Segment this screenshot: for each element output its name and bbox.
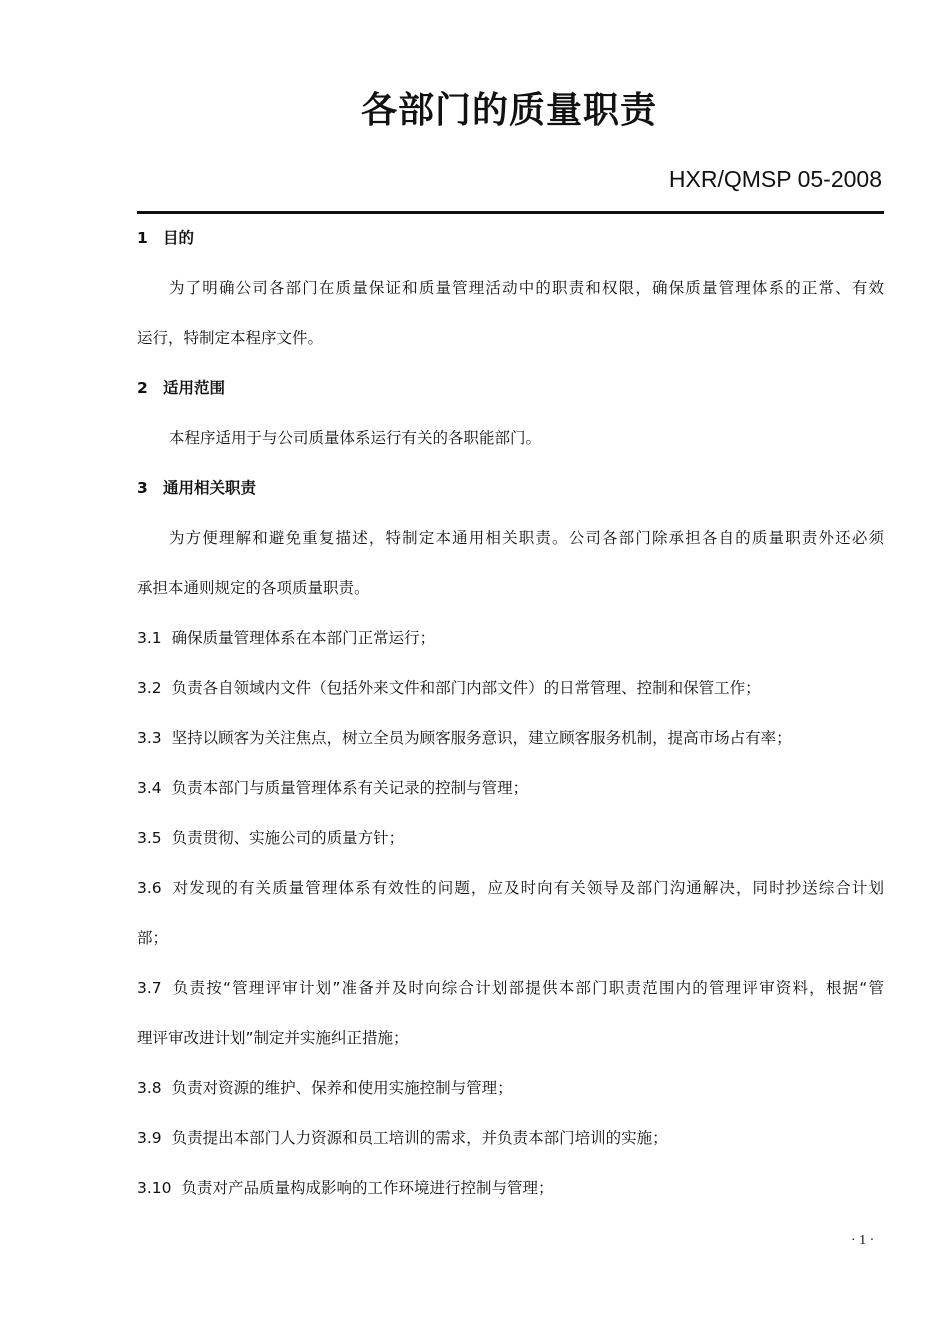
item-text: 对发现的有关质量管理体系有效性的问题，应及时向有关领导及部门沟通解决，同时抄送综合计划 bbox=[171, 879, 884, 897]
paragraph-line: 本程序适用于与公司质量体系运行有关的各职能部门。 bbox=[169, 429, 542, 447]
list-item bbox=[137, 1176, 884, 1226]
item-text: 坚持以顾客为关注焦点，树立全员为顾客服务意识，建立顾客服务机制，提高市场占有率； bbox=[171, 729, 792, 747]
paragraph-line: 运行，特制定本程序文件。 bbox=[137, 329, 324, 347]
section-heading-purpose bbox=[137, 226, 884, 276]
list-item bbox=[137, 1126, 884, 1176]
section-number: 3 bbox=[137, 479, 148, 497]
paragraph-line: 承担本通则规定的各项质量职责。 bbox=[137, 579, 370, 597]
item-text: 负责本部门与质量管理体系有关记录的控制与管理； bbox=[171, 779, 529, 797]
section-number: 1 bbox=[137, 229, 148, 247]
item-number: 3.3 bbox=[137, 729, 162, 747]
list-item bbox=[137, 626, 884, 676]
section-heading-scope bbox=[137, 376, 884, 426]
section-title: 目的 bbox=[163, 229, 195, 247]
document-body bbox=[137, 226, 884, 1226]
item-text: 负责贯彻、实施公司的质量方针； bbox=[171, 829, 405, 847]
document-title: 各部门的质量职责 bbox=[360, 90, 657, 131]
item-number: 3.10 bbox=[137, 1179, 172, 1197]
item-number: 3.9 bbox=[137, 1129, 162, 1147]
section-title: 通用相关职责 bbox=[163, 479, 257, 497]
item-text: 负责各自领域内文件（包括外来文件和部门内部文件）的日常管理、控制和保管工作； bbox=[171, 679, 761, 697]
item-number: 3.1 bbox=[137, 629, 162, 647]
paragraph-line: 为方便理解和避免重复描述，特制定本通用相关职责。公司各部门除承担各自的质量职责外还必须 bbox=[169, 529, 884, 547]
item-text: 负责提出本部门人力资源和员工培训的需求，并负责本部门培训的实施； bbox=[171, 1129, 668, 1147]
section-title: 适用范围 bbox=[163, 379, 226, 397]
document-code: HXR/QMSP 05-2008 bbox=[668, 166, 882, 192]
list-item bbox=[137, 826, 884, 876]
list-item bbox=[137, 726, 884, 776]
list-item bbox=[137, 776, 884, 826]
item-number: 3.2 bbox=[137, 679, 162, 697]
list-item bbox=[137, 676, 884, 726]
list-item bbox=[137, 1076, 884, 1126]
section-number: 2 bbox=[137, 379, 148, 397]
header-divider bbox=[137, 211, 884, 214]
item-number: 3.8 bbox=[137, 1079, 162, 1097]
item-text: 负责对产品质量构成影响的工作环境进行控制与管理； bbox=[181, 1179, 554, 1197]
item-number: 3.6 bbox=[137, 879, 162, 897]
paragraph-line: 为了明确公司各部门在质量保证和质量管理活动中的职责和权限，确保质量管理体系的正常、有效 bbox=[169, 279, 884, 297]
item-text: 负责对资源的维护、保养和使用实施控制与管理； bbox=[171, 1079, 513, 1097]
list-item bbox=[137, 976, 884, 1026]
item-number: 3.4 bbox=[137, 779, 162, 797]
section-heading-general-duties bbox=[137, 476, 884, 526]
list-item-continuation: 理评审改进计划”制定并实施纠正措施； bbox=[137, 1029, 409, 1047]
list-item-continuation: 部； bbox=[137, 929, 169, 947]
item-text: 负责按“管理评审计划”准备并及时向综合计划部提供本部门职责范围内的管理评审资料，根据“管 bbox=[171, 979, 884, 997]
item-text: 确保质量管理体系在本部门正常运行； bbox=[171, 629, 436, 647]
item-number: 3.7 bbox=[137, 979, 162, 997]
list-item bbox=[137, 876, 884, 926]
page-number: · 1 · bbox=[851, 1233, 875, 1248]
item-number: 3.5 bbox=[137, 829, 162, 847]
